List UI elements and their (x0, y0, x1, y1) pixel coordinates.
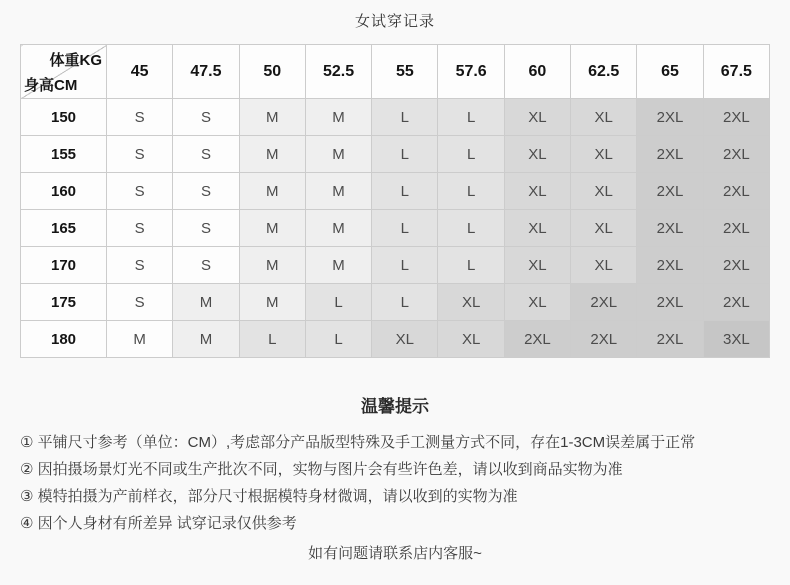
weight-header-62.5: 62.5 (571, 45, 637, 99)
size-cell: S (107, 210, 173, 247)
size-cell: L (239, 321, 305, 358)
size-cell: 2XL (703, 210, 769, 247)
tip-line-3: ③ 模特拍摄为产前样衣，部分尺寸根据模特身材微调，请以收到的实物为准 (20, 488, 518, 505)
size-cell: L (372, 247, 438, 284)
size-cell: 2XL (637, 99, 703, 136)
size-cell: 2XL (703, 284, 769, 321)
size-fitting-table (20, 44, 770, 358)
size-cell: S (107, 173, 173, 210)
size-cell: S (173, 210, 239, 247)
size-cell: S (173, 136, 239, 173)
size-cell: XL (504, 210, 570, 247)
size-cell: M (173, 321, 239, 358)
size-cell: 2XL (571, 284, 637, 321)
table-row-165 (21, 210, 770, 247)
size-cell: XL (504, 173, 570, 210)
size-cell: XL (372, 321, 438, 358)
size-cell: L (305, 284, 371, 321)
tip-line-1: ① 平铺尺寸参考（单位：CM）,考虑部分产品版型特殊及手工测量方式不同，存在1-3CM误差属于正常 (20, 434, 696, 451)
size-cell: 3XL (703, 321, 769, 358)
size-cell: S (107, 99, 173, 136)
size-cell: 2XL (504, 321, 570, 358)
size-cell: L (372, 284, 438, 321)
size-cell: L (305, 321, 371, 358)
size-cell: M (239, 284, 305, 321)
size-cell: 2XL (637, 247, 703, 284)
size-cell: L (372, 136, 438, 173)
weight-header-45: 45 (107, 45, 173, 99)
height-header-165: 165 (21, 210, 107, 247)
size-cell: L (438, 210, 504, 247)
corner-height-label: 身高CM (24, 77, 78, 94)
tips-section (0, 392, 790, 567)
table-row-155 (21, 136, 770, 173)
size-cell: S (107, 284, 173, 321)
height-header-160: 160 (21, 173, 107, 210)
size-cell: M (239, 136, 305, 173)
size-cell: M (173, 284, 239, 321)
table-body (21, 99, 770, 358)
table-header-row (21, 45, 770, 99)
size-cell: XL (438, 284, 504, 321)
size-cell: S (107, 136, 173, 173)
size-cell: XL (438, 321, 504, 358)
size-cell: XL (571, 247, 637, 284)
height-header-155: 155 (21, 136, 107, 173)
weight-header-60: 60 (504, 45, 570, 99)
weight-header-65: 65 (637, 45, 703, 99)
table-row-150 (21, 99, 770, 136)
size-cell: L (438, 136, 504, 173)
table-row-180 (21, 321, 770, 358)
size-cell: M (305, 136, 371, 173)
table-row-170 (21, 247, 770, 284)
size-cell: XL (504, 284, 570, 321)
size-cell: M (305, 210, 371, 247)
size-cell: 2XL (703, 99, 769, 136)
size-cell: S (173, 173, 239, 210)
page-title: 女试穿记录 (354, 13, 435, 30)
size-cell: 2XL (703, 173, 769, 210)
tip-line-2: ② 因拍摄场景灯光不同或生产批次不同，实物与图片会有些许色差，请以收到商品实物为准 (20, 461, 623, 478)
size-cell: 2XL (637, 173, 703, 210)
size-cell: 2XL (637, 136, 703, 173)
size-cell: 2XL (637, 210, 703, 247)
size-cell: L (438, 99, 504, 136)
size-cell: L (438, 173, 504, 210)
weight-header-47.5: 47.5 (173, 45, 239, 99)
size-cell: XL (571, 99, 637, 136)
weight-header-57.6: 57.6 (438, 45, 504, 99)
weight-header-50: 50 (239, 45, 305, 99)
size-cell: M (305, 173, 371, 210)
tip-line-4: ④ 因个人身材有所差异 试穿记录仅供参考 (20, 515, 297, 532)
size-cell: 2XL (571, 321, 637, 358)
tips-footer: 如有问题请联系店内客服~ (308, 545, 482, 562)
height-header-175: 175 (21, 284, 107, 321)
size-cell: M (239, 99, 305, 136)
weight-header-52.5: 52.5 (305, 45, 371, 99)
table-row-160 (21, 173, 770, 210)
size-cell: 2XL (637, 284, 703, 321)
size-cell: M (107, 321, 173, 358)
weight-header-55: 55 (372, 45, 438, 99)
size-cell: XL (504, 99, 570, 136)
height-header-180: 180 (21, 321, 107, 358)
size-cell: XL (504, 136, 570, 173)
size-cell: M (239, 247, 305, 284)
size-cell: L (372, 99, 438, 136)
size-cell: XL (571, 136, 637, 173)
size-cell: 2XL (703, 136, 769, 173)
corner-diagonal-cell (21, 45, 107, 99)
size-cell: L (372, 210, 438, 247)
size-cell: M (305, 247, 371, 284)
corner-weight-label: 体重KG (49, 52, 102, 69)
size-cell: XL (571, 173, 637, 210)
size-cell: S (173, 247, 239, 284)
size-cell: M (305, 99, 371, 136)
size-cell: L (372, 173, 438, 210)
weight-header-67.5: 67.5 (703, 45, 769, 99)
table-row-175 (21, 284, 770, 321)
size-cell: 2XL (637, 321, 703, 358)
size-cell: 2XL (703, 247, 769, 284)
size-cell: XL (504, 247, 570, 284)
size-cell: S (173, 99, 239, 136)
size-cell: S (107, 247, 173, 284)
height-header-170: 170 (21, 247, 107, 284)
size-cell: L (438, 247, 504, 284)
height-header-150: 150 (21, 99, 107, 136)
tips-heading: 温馨提示 (361, 397, 429, 416)
size-cell: M (239, 210, 305, 247)
size-cell: XL (571, 210, 637, 247)
size-cell: M (239, 173, 305, 210)
